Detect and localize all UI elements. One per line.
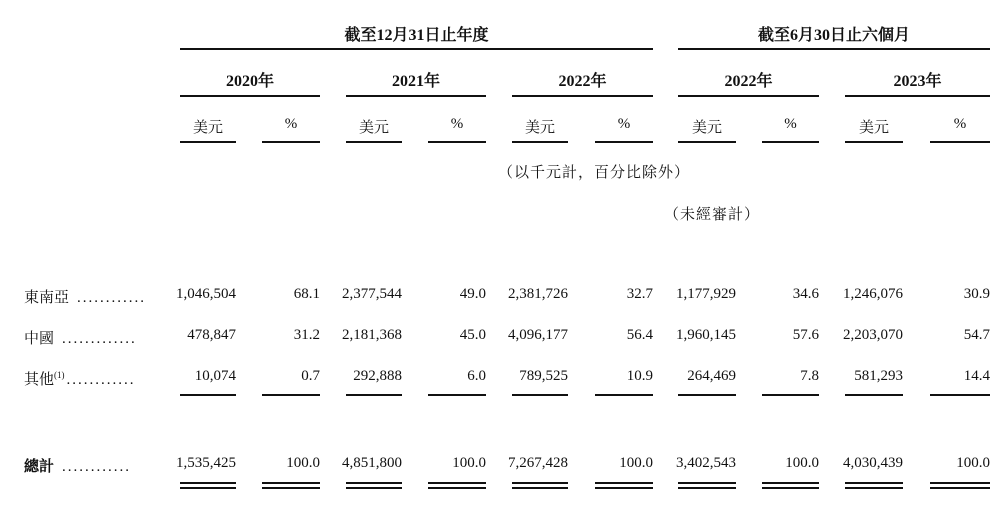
subtotal-rule (678, 394, 736, 396)
usd-rule (346, 141, 402, 143)
total-percent: 100.0 (956, 455, 990, 471)
row-label-dots: ............ (77, 290, 147, 306)
total-double-rule (180, 482, 236, 489)
row-label-dots: ............ (66, 372, 136, 388)
period-rule-2023-h1 (845, 95, 990, 97)
cell-percent: 54.7 (963, 327, 990, 343)
cell-value: 478,847 (187, 327, 236, 343)
subtotal-rule (346, 394, 402, 396)
pct-header: % (617, 116, 631, 132)
cell-value: 2,381,726 (508, 286, 568, 302)
row-label-china (24, 327, 137, 348)
period-header-2022-h1: 2022年 (724, 73, 773, 90)
cell-percent: 34.6 (792, 286, 819, 302)
cell-percent: 14.4 (963, 368, 990, 384)
cell-value: 1,246,076 (843, 286, 903, 302)
pct-header: % (284, 116, 298, 132)
cell-value: 4,096,177 (508, 327, 568, 343)
cell-value: 292,888 (353, 368, 402, 384)
cell-percent: 57.6 (792, 327, 819, 343)
usd-rule (180, 141, 236, 143)
row-label-dots: ............. (62, 331, 137, 347)
usd-rule (512, 141, 568, 143)
row-label-dots: ............ (62, 459, 132, 475)
subtotal-rule (762, 394, 819, 396)
subtotal-rule (512, 394, 568, 396)
row-label-text: 中國 (24, 331, 55, 347)
pct-header: % (450, 116, 464, 132)
row-label-text: 東南亞 (24, 290, 70, 306)
cell-percent: 0.7 (301, 368, 320, 384)
total-double-rule (678, 482, 736, 489)
cell-percent: 68.1 (293, 286, 320, 302)
total-double-rule (930, 482, 990, 489)
pct-header: % (784, 116, 797, 132)
total-double-rule (595, 482, 653, 489)
cell-value: 1,177,929 (676, 286, 736, 302)
total-double-rule (428, 482, 486, 489)
unit-note: （以千元計，百分比除外） (498, 165, 691, 181)
cell-value: 264,469 (687, 368, 736, 384)
period-header-2023-h1: 2023年 (893, 73, 942, 90)
usd-rule (678, 141, 736, 143)
total-percent: 100.0 (286, 455, 320, 471)
usd-header: 美元 (524, 120, 555, 136)
usd-header: 美元 (358, 120, 389, 136)
total-value: 4,851,800 (342, 455, 402, 471)
pct-header: % (953, 116, 967, 132)
period-header-2020: 2020年 (225, 73, 274, 90)
subtotal-rule (180, 394, 236, 396)
cell-value: 2,181,368 (342, 327, 402, 343)
row-label-text: 總計 (24, 459, 55, 475)
usd-header: 美元 (691, 120, 722, 136)
pct-rule (262, 141, 320, 143)
total-double-rule (346, 482, 402, 489)
subtotal-rule (428, 394, 486, 396)
header-group-six-months: 截至6月30日止六個月 (757, 27, 910, 44)
cell-percent: 56.4 (626, 327, 653, 343)
cell-percent: 7.8 (800, 368, 819, 384)
cell-percent: 31.2 (293, 327, 320, 343)
total-percent: 100.0 (785, 455, 819, 471)
period-rule-2022 (512, 95, 653, 97)
cell-percent: 10.9 (626, 368, 653, 384)
cell-value: 10,074 (194, 368, 236, 384)
usd-header: 美元 (192, 120, 223, 136)
cell-value: 1,046,504 (176, 286, 236, 302)
cell-value: 2,377,544 (342, 286, 402, 302)
row-label-others (24, 368, 136, 389)
total-value: 1,535,425 (176, 455, 236, 471)
cell-value: 1,960,145 (676, 327, 736, 343)
subtotal-rule (845, 394, 903, 396)
row-label-total (24, 455, 131, 476)
total-value: 4,030,439 (843, 455, 903, 471)
usd-rule (845, 141, 903, 143)
total-double-rule (262, 482, 320, 489)
total-double-rule (762, 482, 819, 489)
period-rule-2022-h1 (678, 95, 819, 97)
header-group-fiscal-years-rule (180, 48, 653, 50)
cell-percent: 45.0 (459, 327, 486, 343)
cell-value: 2,203,070 (843, 327, 903, 343)
period-header-2022: 2022年 (558, 73, 607, 90)
pct-rule (930, 141, 990, 143)
total-value: 3,402,543 (676, 455, 736, 471)
cell-percent: 49.0 (459, 286, 486, 302)
period-rule-2021 (346, 95, 486, 97)
total-value: 7,267,428 (508, 455, 568, 471)
cell-percent: 32.7 (626, 286, 653, 302)
cell-percent: 6.0 (467, 368, 486, 384)
total-double-rule (512, 482, 568, 489)
row-label-southeast-asia (24, 286, 146, 307)
cell-value: 581,293 (854, 368, 903, 384)
header-group-six-months-rule (678, 48, 990, 50)
pct-rule (762, 141, 819, 143)
subtotal-rule (930, 394, 990, 396)
total-double-rule (845, 482, 903, 489)
pct-rule (428, 141, 486, 143)
subtotal-rule (595, 394, 653, 396)
period-header-2021: 2021年 (391, 73, 440, 90)
footnote-marker: (1) (54, 370, 65, 380)
total-percent: 100.0 (619, 455, 653, 471)
usd-header: 美元 (858, 120, 889, 136)
period-rule-2020 (180, 95, 320, 97)
subtotal-rule (262, 394, 320, 396)
total-percent: 100.0 (452, 455, 486, 471)
unaudited-note: （未經審計） (664, 207, 761, 223)
cell-value: 789,525 (519, 368, 568, 384)
cell-percent: 30.9 (963, 286, 990, 302)
pct-rule (595, 141, 653, 143)
header-group-fiscal-years: 截至12月31日止年度 (344, 27, 489, 44)
row-label-text: 其他 (24, 372, 55, 388)
